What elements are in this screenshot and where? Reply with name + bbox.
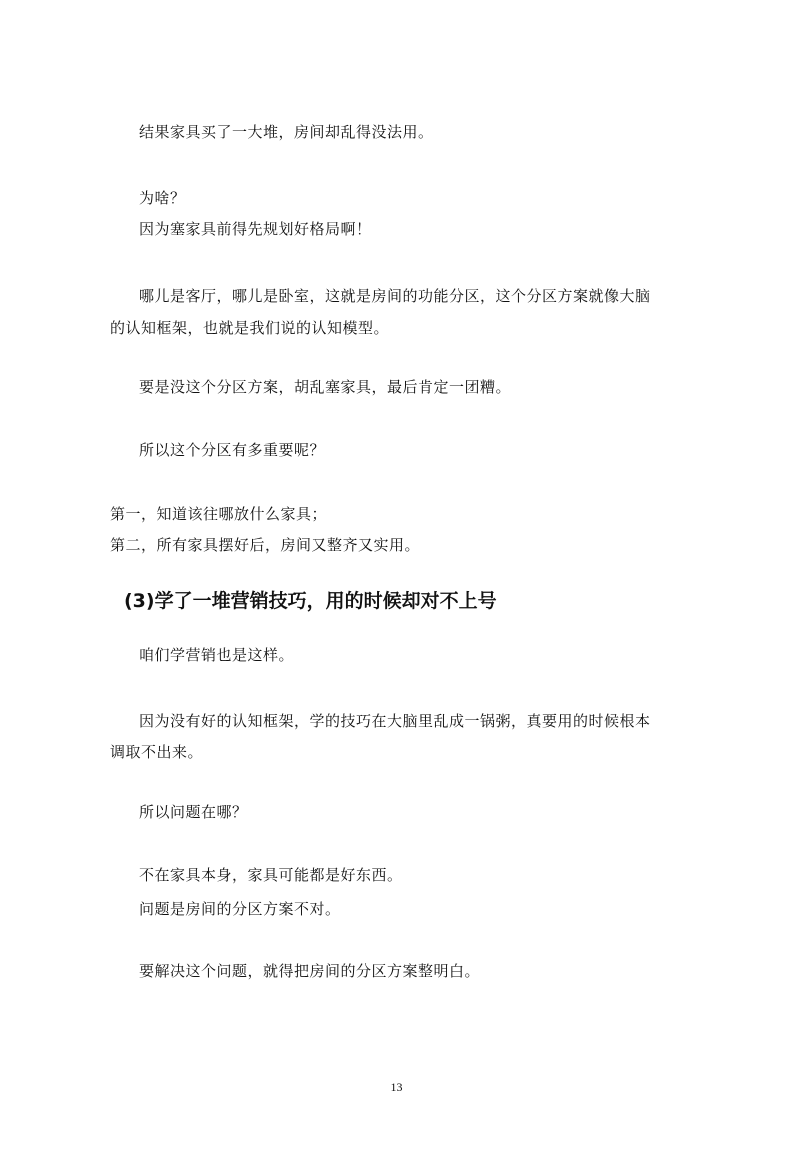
paragraph: 所以这个分区有多重要呢？	[139, 441, 326, 459]
paragraph: 所以问题在哪？	[139, 803, 248, 821]
paragraph: 调取不出来。	[110, 743, 204, 761]
paragraph: 第一，知道该往哪放什么家具；	[110, 505, 328, 523]
page-number: 13	[390, 1080, 403, 1094]
paragraph: 咱们学营销也是这样。	[139, 646, 295, 664]
paragraph: 的认知框架，也就是我们说的认知模型。	[110, 319, 390, 337]
paragraph: 要解决这个问题，就得把房间的分区方案整明白。	[139, 962, 481, 980]
paragraph: 为啥？	[139, 189, 186, 207]
paragraph: 第二，所有家具摆好后，房间又整齐又实用。	[110, 536, 421, 554]
paragraph: 因为没有好的认知框架，学的技巧在大脑里乱成一锅粥，真要用的时候根本	[139, 712, 651, 730]
paragraph: 哪儿是客厅，哪儿是卧室，这就是房间的功能分区，这个分区方案就像大脑	[139, 287, 651, 305]
paragraph: 不在家具本身，家具可能都是好东西。	[139, 866, 403, 884]
paragraph: 因为塞家具前得先规划好格局啊！	[139, 220, 372, 238]
section-heading: (3)学了一堆营销技巧，用的时候却对不上号	[124, 590, 497, 612]
paragraph: 要是没这个分区方案，胡乱塞家具，最后肯定一团糟。	[139, 378, 512, 396]
paragraph: 结果家具买了一大堆，房间却乱得没法用。	[139, 123, 434, 141]
paragraph: 问题是房间的分区方案不对。	[139, 900, 341, 918]
